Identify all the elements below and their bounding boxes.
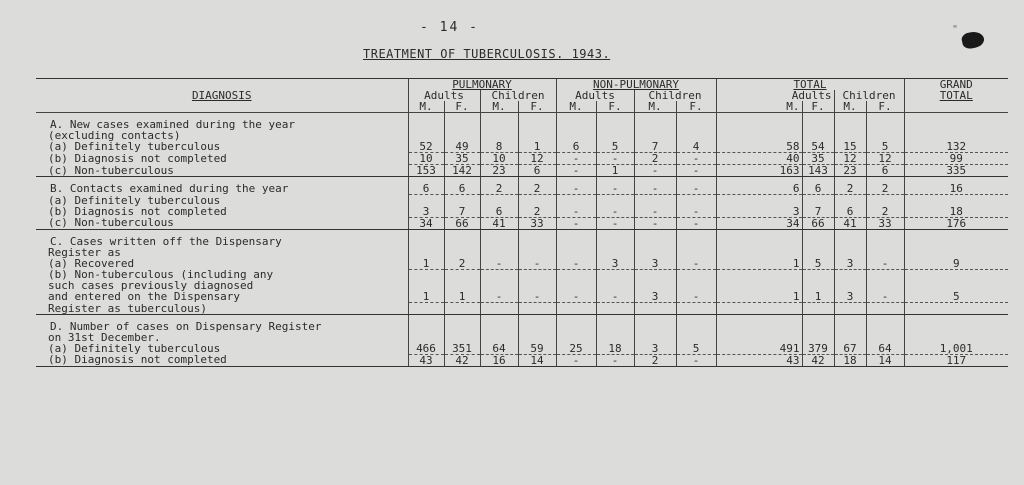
value-cell: - — [556, 258, 596, 270]
value-cell — [802, 280, 834, 291]
value-cell: 12 — [866, 153, 904, 165]
header-m: M. — [834, 101, 866, 113]
value-cell: 3 — [634, 258, 676, 270]
section-heading-row — [36, 119, 1008, 130]
value-cell — [556, 280, 596, 291]
value-cell: 2 — [480, 183, 518, 195]
table-row — [36, 269, 1008, 280]
value-cell: - — [676, 217, 716, 229]
value-cell — [518, 195, 556, 206]
value-cell: 43 — [716, 354, 802, 366]
value-cell — [596, 195, 634, 206]
row-label: (c) Non-tuberculous — [36, 165, 408, 177]
row-label: B. Contacts examined during the year — [50, 183, 289, 195]
value-cell — [596, 269, 634, 280]
section-heading: D. Number of cases on Dispensary Register — [50, 320, 322, 332]
value-cell: 6 — [556, 141, 596, 153]
value-cell — [556, 303, 596, 315]
value-cell: 3 — [834, 291, 866, 303]
row-label: (a) Definitely tuberculous — [48, 141, 221, 153]
value-cell: - — [556, 291, 596, 303]
value-cell — [444, 195, 480, 206]
value-cell — [634, 269, 676, 280]
value-cell — [716, 195, 802, 206]
table-row — [36, 153, 1008, 165]
value-cell: - — [866, 291, 904, 303]
value-cell: 67 — [834, 343, 866, 355]
value-cell: 117 — [904, 354, 1008, 366]
value-cell: 6 — [716, 183, 802, 195]
value-cell: 14 — [518, 354, 556, 366]
section-heading: Register as — [48, 246, 121, 258]
row-label: (a) Definitely tuberculous — [48, 194, 221, 206]
value-cell — [480, 195, 518, 206]
value-cell: 2 — [834, 183, 866, 195]
value-cell: 18 — [834, 354, 866, 366]
value-cell — [596, 280, 634, 291]
row-label: such cases previously diagnosed — [48, 280, 254, 291]
row-label: (c) Non-tuberculous — [36, 217, 408, 229]
section-heading: (excluding contacts) — [48, 130, 181, 141]
value-cell: 16 — [904, 183, 1008, 195]
header-tot-adults: Adults — [716, 90, 834, 101]
value-cell: 3 — [634, 291, 676, 303]
value-cell: 34 — [716, 217, 802, 229]
value-cell: - — [676, 354, 716, 366]
header-f: F. — [676, 101, 716, 113]
value-cell: 35 — [444, 153, 480, 165]
page-title: TREATMENT OF TUBERCULOSIS. 1943. — [363, 47, 611, 61]
header-tot-children: Children — [834, 90, 904, 101]
value-cell: - — [518, 291, 556, 303]
table-row — [36, 354, 1008, 366]
value-cell: 335 — [904, 165, 1008, 177]
value-cell: 351 — [444, 343, 480, 355]
value-cell: - — [556, 354, 596, 366]
value-cell: 1 — [716, 291, 802, 303]
row-label: (b) Diagnosis not completed — [48, 152, 227, 165]
value-cell — [866, 195, 904, 206]
value-cell — [480, 303, 518, 315]
value-cell: 6 — [408, 183, 444, 195]
header-pulmonary: PULMONARY — [408, 79, 556, 91]
value-cell: 7 — [444, 206, 480, 218]
section-heading: A. New cases examined during the year — [50, 119, 296, 130]
value-cell: 12 — [518, 153, 556, 165]
row-label: Register as tuberculous) — [36, 303, 408, 315]
value-cell — [904, 195, 1008, 206]
value-cell — [716, 280, 802, 291]
value-cell: 41 — [480, 217, 518, 229]
value-cell: 15 — [834, 141, 866, 153]
header-np-children: Children — [634, 90, 716, 101]
value-cell: 33 — [518, 217, 556, 229]
row-label: (a) Recovered — [48, 257, 135, 269]
header-f: F. — [866, 101, 904, 113]
value-cell: - — [676, 165, 716, 177]
value-cell: 3 — [834, 258, 866, 270]
value-cell: - — [634, 206, 676, 218]
value-cell — [904, 269, 1008, 280]
section-heading: C. Cases written off the Dispensary — [50, 235, 282, 247]
value-cell — [904, 303, 1008, 315]
value-cell: 153 — [408, 165, 444, 177]
value-cell: - — [634, 183, 676, 195]
value-cell: 66 — [802, 217, 834, 229]
value-cell: 1 — [408, 258, 444, 270]
header-pul-children: Children — [480, 90, 556, 101]
value-cell: 35 — [802, 153, 834, 165]
table-row — [36, 280, 1008, 291]
value-cell — [834, 280, 866, 291]
value-cell — [716, 303, 802, 315]
value-cell: 52 — [408, 141, 444, 153]
value-cell: 163 — [716, 165, 802, 177]
value-cell: 5 — [802, 258, 834, 270]
value-cell — [480, 280, 518, 291]
table-row — [36, 195, 1008, 206]
value-cell — [834, 303, 866, 315]
value-cell: 6 — [834, 206, 866, 218]
value-cell: 379 — [802, 343, 834, 355]
header-m: M. — [634, 101, 676, 113]
value-cell: 18 — [904, 206, 1008, 218]
table-row — [36, 217, 1008, 229]
pencil-mark: " — [952, 24, 959, 35]
value-cell: 142 — [444, 165, 480, 177]
value-cell: 9 — [904, 258, 1008, 270]
row-label: (b) Diagnosis not completed — [48, 205, 227, 217]
value-cell: 1,001 — [904, 343, 1008, 355]
value-cell: 7 — [802, 206, 834, 218]
value-cell: - — [556, 217, 596, 229]
value-cell: 2 — [518, 183, 556, 195]
value-cell: - — [634, 217, 676, 229]
value-cell — [716, 269, 802, 280]
value-cell: 3 — [634, 343, 676, 355]
table-row — [36, 206, 1008, 218]
section-heading-row — [36, 332, 1008, 343]
value-cell: 54 — [802, 141, 834, 153]
value-cell — [676, 269, 716, 280]
value-cell: 4 — [676, 141, 716, 153]
table-row — [36, 183, 1008, 195]
value-cell: 1 — [596, 165, 634, 177]
value-cell: 3 — [408, 206, 444, 218]
table-row — [36, 141, 1008, 153]
value-cell: 143 — [802, 165, 834, 177]
header-m: M. — [408, 101, 444, 113]
value-cell: - — [676, 258, 716, 270]
header-f: F. — [596, 101, 634, 113]
value-cell: 23 — [480, 165, 518, 177]
value-cell: - — [556, 206, 596, 218]
value-cell: - — [676, 206, 716, 218]
value-cell: - — [676, 183, 716, 195]
value-cell — [676, 195, 716, 206]
value-cell: 34 — [408, 217, 444, 229]
value-cell: 41 — [834, 217, 866, 229]
header-m: M. — [556, 101, 596, 113]
value-cell — [518, 303, 556, 315]
table-row — [36, 291, 1008, 303]
value-cell — [408, 195, 444, 206]
header-pul-adults: Adults — [408, 90, 480, 101]
value-cell: 1 — [408, 291, 444, 303]
value-cell: 6 — [866, 165, 904, 177]
header-m: M. — [716, 101, 802, 113]
value-cell: 2 — [866, 183, 904, 195]
value-cell: 23 — [834, 165, 866, 177]
value-cell: 99 — [904, 153, 1008, 165]
value-cell — [834, 269, 866, 280]
value-cell: 6 — [802, 183, 834, 195]
value-cell — [518, 269, 556, 280]
value-cell: 7 — [634, 141, 676, 153]
value-cell: 6 — [480, 206, 518, 218]
value-cell: 59 — [518, 343, 556, 355]
value-cell: 5 — [866, 141, 904, 153]
value-cell — [676, 303, 716, 315]
row-label: (b) Non-tuberculous (including any — [48, 269, 274, 280]
value-cell — [408, 303, 444, 315]
section-heading-row — [36, 321, 1008, 332]
table-row — [36, 343, 1008, 355]
value-cell: - — [596, 206, 634, 218]
value-cell: 10 — [480, 153, 518, 165]
value-cell — [676, 280, 716, 291]
value-cell: 3 — [596, 258, 634, 270]
section-heading-row — [36, 236, 1008, 247]
value-cell: - — [596, 183, 634, 195]
value-cell: 491 — [716, 343, 802, 355]
value-cell: 43 — [408, 354, 444, 366]
value-cell: 49 — [444, 141, 480, 153]
header-blank — [904, 101, 1008, 113]
value-cell: - — [634, 165, 676, 177]
value-cell: 1 — [802, 291, 834, 303]
value-cell: 14 — [866, 354, 904, 366]
section-heading-row — [36, 130, 1008, 141]
value-cell — [556, 269, 596, 280]
value-cell: 64 — [480, 343, 518, 355]
value-cell — [596, 303, 634, 315]
value-cell: 1 — [716, 258, 802, 270]
value-cell — [904, 280, 1008, 291]
value-cell: - — [596, 354, 634, 366]
header-diagnosis: DIAGNOSIS — [36, 79, 408, 113]
value-cell: 25 — [556, 343, 596, 355]
value-cell: 466 — [408, 343, 444, 355]
value-cell: - — [556, 165, 596, 177]
header-non-pulmonary: NON-PULMONARY — [556, 79, 716, 91]
header-np-adults: Adults — [556, 90, 634, 101]
value-cell: - — [676, 291, 716, 303]
header-f: F. — [444, 101, 480, 113]
tuberculosis-table — [36, 78, 1008, 367]
header-m: M. — [480, 101, 518, 113]
value-cell: 42 — [802, 354, 834, 366]
value-cell: 5 — [596, 141, 634, 153]
value-cell: 10 — [408, 153, 444, 165]
value-cell — [834, 195, 866, 206]
value-cell: 132 — [904, 141, 1008, 153]
value-cell — [634, 303, 676, 315]
value-cell — [408, 280, 444, 291]
value-cell: - — [596, 217, 634, 229]
value-cell — [480, 269, 518, 280]
value-cell — [866, 269, 904, 280]
value-cell: 2 — [444, 258, 480, 270]
section-heading-row — [36, 247, 1008, 258]
value-cell: 5 — [676, 343, 716, 355]
value-cell — [444, 280, 480, 291]
value-cell: 16 — [480, 354, 518, 366]
table-row — [36, 258, 1008, 270]
row-label: (b) Diagnosis not completed — [36, 354, 408, 366]
value-cell: - — [676, 153, 716, 165]
value-cell — [802, 269, 834, 280]
table-row — [36, 165, 1008, 177]
page-number: - 14 - — [420, 20, 479, 35]
value-cell: - — [596, 291, 634, 303]
value-cell — [556, 195, 596, 206]
value-cell: 2 — [518, 206, 556, 218]
value-cell: - — [518, 258, 556, 270]
value-cell: - — [480, 258, 518, 270]
value-cell: 33 — [866, 217, 904, 229]
value-cell: 8 — [480, 141, 518, 153]
value-cell: 66 — [444, 217, 480, 229]
value-cell — [634, 195, 676, 206]
value-cell: 2 — [866, 206, 904, 218]
value-cell: 2 — [634, 354, 676, 366]
header-total: TOTAL — [716, 79, 904, 91]
value-cell — [634, 280, 676, 291]
value-cell: 1 — [518, 141, 556, 153]
value-cell: - — [556, 183, 596, 195]
header-f: F. — [802, 101, 834, 113]
value-cell: 58 — [716, 141, 802, 153]
value-cell: 18 — [596, 343, 634, 355]
value-cell: 2 — [634, 153, 676, 165]
value-cell: 6 — [518, 165, 556, 177]
value-cell: 5 — [904, 291, 1008, 303]
value-cell: - — [480, 291, 518, 303]
value-cell: - — [556, 153, 596, 165]
value-cell — [408, 269, 444, 280]
section-heading: on 31st December. — [48, 331, 161, 343]
value-cell — [444, 269, 480, 280]
value-cell — [802, 195, 834, 206]
value-cell: - — [866, 258, 904, 270]
ink-blot-icon — [961, 30, 986, 50]
value-cell — [444, 303, 480, 315]
value-cell: 40 — [716, 153, 802, 165]
header-grand-total: GRAND TOTAL — [904, 79, 1008, 102]
value-cell — [518, 280, 556, 291]
value-cell: 12 — [834, 153, 866, 165]
value-cell: 176 — [904, 217, 1008, 229]
row-label: and entered on the Dispensary — [48, 291, 241, 303]
value-cell: 64 — [866, 343, 904, 355]
value-cell — [866, 280, 904, 291]
value-cell: 6 — [444, 183, 480, 195]
value-cell: - — [596, 153, 634, 165]
row-label: (a) Definitely tuberculous — [48, 342, 221, 354]
value-cell: 42 — [444, 354, 480, 366]
value-cell — [866, 303, 904, 315]
header-f: F. — [518, 101, 556, 113]
value-cell — [802, 303, 834, 315]
value-cell: 1 — [444, 291, 480, 303]
value-cell: 3 — [716, 206, 802, 218]
table-row — [36, 303, 1008, 315]
